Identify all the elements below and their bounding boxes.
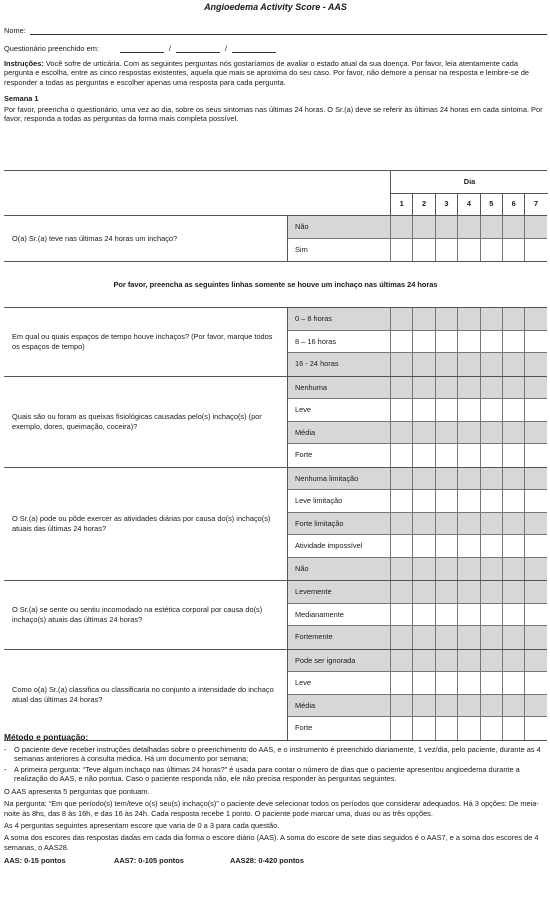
- answer-option: Média: [288, 422, 391, 445]
- day-checkbox-cell[interactable]: [435, 468, 457, 490]
- day-checkbox-cell[interactable]: [480, 422, 502, 444]
- day-checkbox-cell[interactable]: [412, 399, 434, 421]
- day-checkbox-cell[interactable]: [457, 513, 479, 535]
- answer-options: [287, 581, 391, 649]
- day-checkbox-row: [390, 377, 547, 400]
- question-block: [4, 216, 547, 262]
- day-checkbox-cell[interactable]: [480, 535, 502, 557]
- date-sep-2: /: [224, 44, 228, 53]
- method-bullet: [4, 765, 547, 784]
- date-label: Questionário preenchido em:: [4, 44, 99, 53]
- day-checkbox-cell[interactable]: [435, 399, 457, 421]
- day-checkbox-cell[interactable]: [524, 535, 546, 557]
- question-block: [4, 468, 547, 582]
- day-checkbox-row: [390, 490, 547, 513]
- day-checkbox-cell[interactable]: [412, 672, 434, 694]
- answer-option: Forte: [288, 444, 391, 467]
- day-checkbox-cell[interactable]: [390, 695, 412, 717]
- day-checkbox-cell[interactable]: [435, 695, 457, 717]
- day-checkbox-cell[interactable]: [390, 535, 412, 557]
- answer-option: Leve: [288, 672, 391, 695]
- day-number: 5: [480, 193, 502, 215]
- bullet-dash: -: [4, 764, 7, 774]
- day-label: Dia: [390, 171, 548, 194]
- day-checkbox-cell[interactable]: [435, 239, 457, 262]
- day-checkbox-cell[interactable]: [524, 695, 546, 717]
- day-checkbox-cell[interactable]: [435, 626, 457, 649]
- day-checkbox-cell[interactable]: [457, 308, 479, 330]
- day-checkbox-cell[interactable]: [480, 581, 502, 603]
- day-checkbox-cell[interactable]: [457, 216, 479, 238]
- day-checkbox-cell[interactable]: [457, 468, 479, 490]
- question-text: [12, 650, 274, 740]
- day-checkbox-cell[interactable]: [457, 331, 479, 353]
- day-checkbox-cell[interactable]: [502, 444, 524, 467]
- day-checkbox-cell[interactable]: [457, 399, 479, 421]
- day-checkbox-cell[interactable]: [390, 468, 412, 490]
- day-checkbox-cell[interactable]: [390, 650, 412, 672]
- day-checkbox-cell[interactable]: [457, 650, 479, 672]
- day-checkbox-cell[interactable]: [435, 672, 457, 694]
- day-grid: [390, 377, 547, 467]
- day-checkbox-row: [390, 239, 547, 262]
- name-label: Nome:: [4, 26, 26, 35]
- question-text: [12, 377, 274, 467]
- day-checkbox-cell[interactable]: [457, 422, 479, 444]
- question-block: [4, 581, 547, 650]
- day-checkbox-cell[interactable]: [435, 377, 457, 399]
- bullet-dash: -: [4, 745, 7, 754]
- day-checkbox-cell[interactable]: [524, 422, 546, 444]
- question-text: [12, 216, 274, 261]
- day-checkbox-cell[interactable]: [390, 444, 412, 467]
- day-checkbox-cell[interactable]: [390, 490, 412, 512]
- method-title: Método e pontuação:: [4, 732, 89, 742]
- answer-option: Nenhuma: [288, 377, 391, 400]
- day-checkbox-cell[interactable]: [502, 216, 524, 238]
- day-checkbox-cell[interactable]: [412, 216, 434, 238]
- day-checkbox-cell[interactable]: [524, 468, 546, 490]
- day-checkbox-cell[interactable]: [435, 558, 457, 581]
- day-checkbox-cell[interactable]: [524, 558, 546, 581]
- question-label: Como o(a) Sr.(a) classifica ou classificaria no conjunto a intensidade do inchaço atual das últimas 24 horas?: [12, 684, 274, 704]
- answer-options: [287, 468, 391, 581]
- day-checkbox-cell[interactable]: [457, 626, 479, 649]
- day-checkbox-cell[interactable]: [524, 581, 546, 603]
- answer-options: [287, 216, 391, 261]
- name-row: [4, 15, 547, 35]
- day-grid: [390, 650, 547, 740]
- day-checkbox-row: [390, 604, 547, 627]
- day-checkbox-cell[interactable]: [502, 604, 524, 626]
- day-checkbox-cell[interactable]: [480, 626, 502, 649]
- day-checkbox-cell[interactable]: [524, 650, 546, 672]
- method-bullet: [4, 745, 547, 764]
- answer-option: Medianamente: [288, 604, 391, 627]
- day-checkbox-row: [390, 695, 547, 718]
- day-checkbox-row: [390, 216, 547, 239]
- day-checkbox-cell[interactable]: [524, 216, 546, 238]
- answer-option: Não: [288, 216, 391, 239]
- day-grid: [390, 581, 547, 649]
- day-checkbox-cell[interactable]: [480, 672, 502, 694]
- day-checkbox-row: [390, 672, 547, 695]
- day-checkbox-cell[interactable]: [412, 444, 434, 467]
- answer-options: [287, 308, 391, 376]
- day-checkbox-cell[interactable]: [502, 581, 524, 603]
- question-label: Quais são ou foram as queixas fisiológicas causadas pelo(s) inchaço(s) (por exemplo, dores, queimação, coceira)?: [12, 411, 262, 431]
- day-number: 1: [390, 193, 412, 215]
- day-checkbox-cell[interactable]: [480, 331, 502, 353]
- day-checkbox-cell[interactable]: [524, 604, 546, 626]
- day-number: 3: [435, 193, 457, 215]
- day-checkbox-cell[interactable]: [502, 513, 524, 535]
- day-checkbox-cell[interactable]: [502, 695, 524, 717]
- day-checkbox-cell[interactable]: [524, 626, 546, 649]
- day-checkbox-cell[interactable]: [502, 377, 524, 399]
- answer-option: Sim: [288, 239, 391, 262]
- day-checkbox-cell[interactable]: [435, 513, 457, 535]
- day-checkbox-cell[interactable]: [390, 331, 412, 353]
- day-checkbox-cell[interactable]: [390, 216, 412, 238]
- date-row: [4, 35, 547, 53]
- day-checkbox-cell[interactable]: [524, 377, 546, 399]
- day-checkbox-row: [390, 308, 547, 331]
- day-checkbox-row: [390, 558, 547, 581]
- day-checkbox-cell[interactable]: [524, 399, 546, 421]
- day-checkbox-cell[interactable]: [480, 558, 502, 581]
- answer-option: Pode ser ignorada: [288, 650, 391, 673]
- day-checkbox-cell[interactable]: [390, 239, 412, 262]
- question-label: O Sr.(a) pode ou pôde exercer as atividades diárias por causa do(s) inchaço(s) atuais das últimas 24 horas?: [12, 514, 271, 533]
- day-checkbox-row: [390, 353, 547, 376]
- score-range: AAS28: 0-420 pontos: [230, 855, 304, 865]
- method-paragraph: O AAS apresenta 5 perguntas que pontuam.: [4, 787, 150, 797]
- day-checkbox-cell[interactable]: [390, 422, 412, 444]
- aas-form: [4, 0, 547, 865]
- day-checkbox-cell[interactable]: [412, 377, 434, 399]
- day-checkbox-cell[interactable]: [435, 444, 457, 467]
- day-checkbox-cell[interactable]: [412, 308, 434, 330]
- day-checkbox-cell[interactable]: [412, 558, 434, 581]
- week-title: Semana 1: [4, 93, 39, 103]
- day-checkbox-cell[interactable]: [412, 490, 434, 512]
- day-checkbox-cell[interactable]: [457, 490, 479, 512]
- answer-options: [287, 650, 391, 740]
- day-checkbox-cell[interactable]: [502, 399, 524, 421]
- day-checkbox-row: [390, 422, 547, 445]
- day-checkbox-cell[interactable]: [480, 353, 502, 376]
- day-checkbox-cell[interactable]: [502, 239, 524, 262]
- score-range: AAS7: 0-105 pontos: [114, 855, 184, 865]
- day-checkbox-cell[interactable]: [412, 239, 434, 262]
- day-checkbox-cell[interactable]: [412, 422, 434, 444]
- day-checkbox-cell[interactable]: [502, 353, 524, 376]
- day-number: 2: [412, 193, 434, 215]
- day-checkbox-cell[interactable]: [457, 444, 479, 467]
- day-checkbox-cell[interactable]: [435, 650, 457, 672]
- day-checkbox-cell[interactable]: [524, 513, 546, 535]
- answer-option: Não: [288, 558, 391, 581]
- day-checkbox-cell[interactable]: [524, 331, 546, 353]
- day-checkbox-cell[interactable]: [524, 672, 546, 694]
- day-checkbox-cell[interactable]: [480, 377, 502, 399]
- question-label: Em qual ou quais espaços de tempo houve inchaços? (Por favor, marque todos os espaços de tempo): [12, 332, 273, 351]
- day-checkbox-cell[interactable]: [502, 672, 524, 694]
- method-paragraph: A soma dos escores das respostas dadas em cada dia forma o escore diário (AAS). A soma do escore de sete dias seguidos é o AAS7, e a soma dos escores de 4 semanas, o AAS28.: [4, 833, 539, 852]
- day-checkbox-cell[interactable]: [524, 353, 546, 376]
- day-checkbox-cell[interactable]: [502, 468, 524, 490]
- day-checkbox-cell[interactable]: [390, 558, 412, 581]
- day-checkbox-cell[interactable]: [457, 239, 479, 262]
- answer-option: Leve limitação: [288, 490, 391, 513]
- day-checkbox-cell[interactable]: [390, 581, 412, 603]
- day-checkbox-cell[interactable]: [457, 353, 479, 376]
- day-checkbox-cell[interactable]: [524, 490, 546, 512]
- day-checkbox-cell[interactable]: [457, 604, 479, 626]
- day-number: 7: [524, 193, 546, 215]
- question-text: [12, 468, 274, 581]
- table-header: [4, 171, 547, 216]
- day-checkbox-cell[interactable]: [435, 422, 457, 444]
- answer-option: 8 – 16 horas: [288, 331, 391, 354]
- day-checkbox-cell[interactable]: [435, 353, 457, 376]
- day-checkbox-row: [390, 399, 547, 422]
- day-checkbox-cell[interactable]: [502, 331, 524, 353]
- day-checkbox-cell[interactable]: [502, 422, 524, 444]
- day-checkbox-cell[interactable]: [524, 444, 546, 467]
- question-label: O(a) Sr.(a) teve nas últimas 24 horas um inchaço?: [12, 233, 178, 243]
- day-checkbox-cell[interactable]: [457, 695, 479, 717]
- day-checkbox-cell[interactable]: [412, 331, 434, 353]
- day-checkbox-cell[interactable]: [457, 535, 479, 557]
- day-checkbox-row: [390, 513, 547, 536]
- method-paragraph: Na pergunta: “Em que período(s) tem/teve o(s) seu(s) inchaço(s)” o paciente deve selecionar todos os períodos que considerar adequados. Há 3 opções: De meia-noite às 8hs, das 8 às 16h, e das 16 às 24h. Cada resposta recebe 1 ponto. O paciente pode marcar uma, duas ou as três opções.: [4, 799, 539, 818]
- day-number: 4: [457, 193, 479, 215]
- day-checkbox-row: [390, 650, 547, 673]
- instructions-label: Instruções:: [4, 59, 44, 68]
- method-section: [4, 732, 547, 865]
- day-checkbox-cell[interactable]: [524, 239, 546, 262]
- day-checkbox-cell[interactable]: [435, 216, 457, 238]
- day-checkbox-cell[interactable]: [502, 308, 524, 330]
- bullet-text: O paciente deve receber instruções detalhadas sobre o preenchimento do AAS, e o instrumento é preenchido diariamente, 1 vez/dia, pelo paciente, durante as 4 semanas anteriores à consulta médica. Há um documento por semana;: [14, 745, 541, 764]
- day-checkbox-cell[interactable]: [412, 626, 434, 649]
- day-checkbox-cell[interactable]: [390, 377, 412, 399]
- day-checkbox-cell[interactable]: [457, 581, 479, 603]
- day-checkbox-cell[interactable]: [390, 353, 412, 376]
- instructions-text: Você sofre de urticária. Com as seguintes perguntas nós gostaríamos de avaliar o estado atual da sua doença. Por favor, leia atentamente cada pergunta e escolha, entre as cinco respostas existentes, aquela que mais se aproxima do seu caso. Por favor, não demore a pensar na resposta e lembre-se de responder a todas as perguntas e escolher apenas uma resposta para cada pergunta.: [4, 59, 530, 87]
- day-checkbox-cell[interactable]: [480, 468, 502, 490]
- day-checkbox-cell[interactable]: [412, 353, 434, 376]
- day-checkbox-cell[interactable]: [412, 695, 434, 717]
- question-block: [4, 308, 547, 377]
- table-banner: Por favor, preencha as seguintes linhas somente se houve um inchaço nas últimas 24 horas: [4, 262, 547, 308]
- day-checkbox-cell[interactable]: [480, 650, 502, 672]
- day-checkbox-cell[interactable]: [480, 239, 502, 262]
- day-checkbox-cell[interactable]: [480, 513, 502, 535]
- day-checkbox-cell[interactable]: [412, 513, 434, 535]
- day-number: 6: [502, 193, 524, 215]
- day-checkbox-cell[interactable]: [457, 377, 479, 399]
- bullet-text: A primeira pergunta: “Teve algum inchaço nas últimas 24 horas?” é usada para contar o número de dias que o paciente apresentou angioedema durante a realização do AAS, e não pontua. Caso o paciente responda não, ele não precisa responder às perguntas seguintes.: [14, 764, 520, 783]
- day-checkbox-cell[interactable]: [502, 535, 524, 557]
- question-text: [12, 308, 274, 376]
- day-checkbox-cell[interactable]: [390, 672, 412, 694]
- score-range: AAS: 0-15 pontos: [4, 855, 66, 865]
- day-checkbox-row: [390, 626, 547, 649]
- day-checkbox-cell[interactable]: [412, 581, 434, 603]
- day-checkbox-cell[interactable]: [480, 490, 502, 512]
- question-label: O Sr.(a) se sente ou sentiu incomodado na estética corporal por causa do(s) inchaço(s) atuais das últimas 24 horas?: [12, 605, 263, 624]
- date-day-field[interactable]: [120, 44, 164, 53]
- question-block: [4, 377, 547, 468]
- answer-option: 16 - 24 horas: [288, 353, 391, 376]
- answer-option: Forte: [288, 717, 391, 740]
- day-checkbox-cell[interactable]: [480, 444, 502, 467]
- day-checkbox-cell[interactable]: [390, 626, 412, 649]
- question-text: [12, 581, 274, 649]
- day-checkbox-cell[interactable]: [480, 695, 502, 717]
- instructions: [4, 59, 547, 87]
- day-checkbox-cell[interactable]: [502, 626, 524, 649]
- day-grid: [390, 216, 547, 261]
- week-text: Por favor, preencha o questionário, uma vez ao dia, sobre os seus sintomas nas últimas 24 horas. O Sr.(a) deve se referir às últimas 24 horas em cada sintoma. Por favor, responda a todas as perguntas da forma mais completa possível.: [4, 105, 543, 124]
- day-checkbox-cell[interactable]: [435, 490, 457, 512]
- day-checkbox-cell[interactable]: [480, 399, 502, 421]
- day-checkbox-cell[interactable]: [457, 672, 479, 694]
- day-checkbox-cell[interactable]: [480, 308, 502, 330]
- day-checkbox-cell[interactable]: [390, 604, 412, 626]
- answer-options: [287, 377, 391, 467]
- day-checkbox-cell[interactable]: [412, 535, 434, 557]
- day-grid: [390, 308, 547, 376]
- day-checkbox-cell[interactable]: [390, 308, 412, 330]
- day-checkbox-cell[interactable]: [457, 558, 479, 581]
- day-checkbox-cell[interactable]: [412, 650, 434, 672]
- day-checkbox-cell[interactable]: [412, 468, 434, 490]
- day-checkbox-cell[interactable]: [480, 604, 502, 626]
- answer-option: Levemente: [288, 581, 391, 604]
- day-checkbox-cell[interactable]: [435, 604, 457, 626]
- day-checkbox-cell[interactable]: [502, 650, 524, 672]
- date-year-field[interactable]: [232, 44, 276, 53]
- day-checkbox-row: [390, 535, 547, 558]
- day-checkbox-cell[interactable]: [435, 581, 457, 603]
- day-checkbox-row: [390, 331, 547, 354]
- day-header: [390, 171, 547, 215]
- day-checkbox-cell[interactable]: [412, 604, 434, 626]
- name-field[interactable]: [30, 25, 547, 35]
- day-checkbox-cell[interactable]: [435, 308, 457, 330]
- day-checkbox-cell[interactable]: [435, 535, 457, 557]
- answer-option: Nenhuma limitação: [288, 468, 391, 491]
- answer-option: 0 – 8 horas: [288, 308, 391, 331]
- date-month-field[interactable]: [176, 44, 220, 53]
- answer-option: Leve: [288, 399, 391, 422]
- day-checkbox-cell[interactable]: [502, 490, 524, 512]
- method-paragraph: As 4 perguntas seguintes apresentam escore que varia de 0 a 3 para cada questão.: [4, 821, 280, 831]
- day-checkbox-cell[interactable]: [435, 331, 457, 353]
- page-title: Angioedema Activity Score - AAS: [204, 2, 347, 12]
- answer-option: Forte limitação: [288, 513, 391, 536]
- day-checkbox-cell[interactable]: [524, 308, 546, 330]
- day-checkbox-cell[interactable]: [390, 399, 412, 421]
- answer-option: Atividade impossível: [288, 535, 391, 558]
- score-table: [4, 170, 547, 741]
- answer-option: Média: [288, 695, 391, 718]
- day-checkbox-row: [390, 468, 547, 491]
- day-checkbox-cell[interactable]: [502, 558, 524, 581]
- answer-option: Fortemente: [288, 626, 391, 649]
- question-block: [4, 650, 547, 741]
- day-checkbox-cell[interactable]: [480, 216, 502, 238]
- day-checkbox-row: [390, 581, 547, 604]
- date-sep-1: /: [168, 44, 171, 53]
- score-ranges: [4, 856, 547, 865]
- day-grid: [390, 468, 547, 581]
- day-checkbox-cell[interactable]: [390, 513, 412, 535]
- day-checkbox-row: [390, 444, 547, 467]
